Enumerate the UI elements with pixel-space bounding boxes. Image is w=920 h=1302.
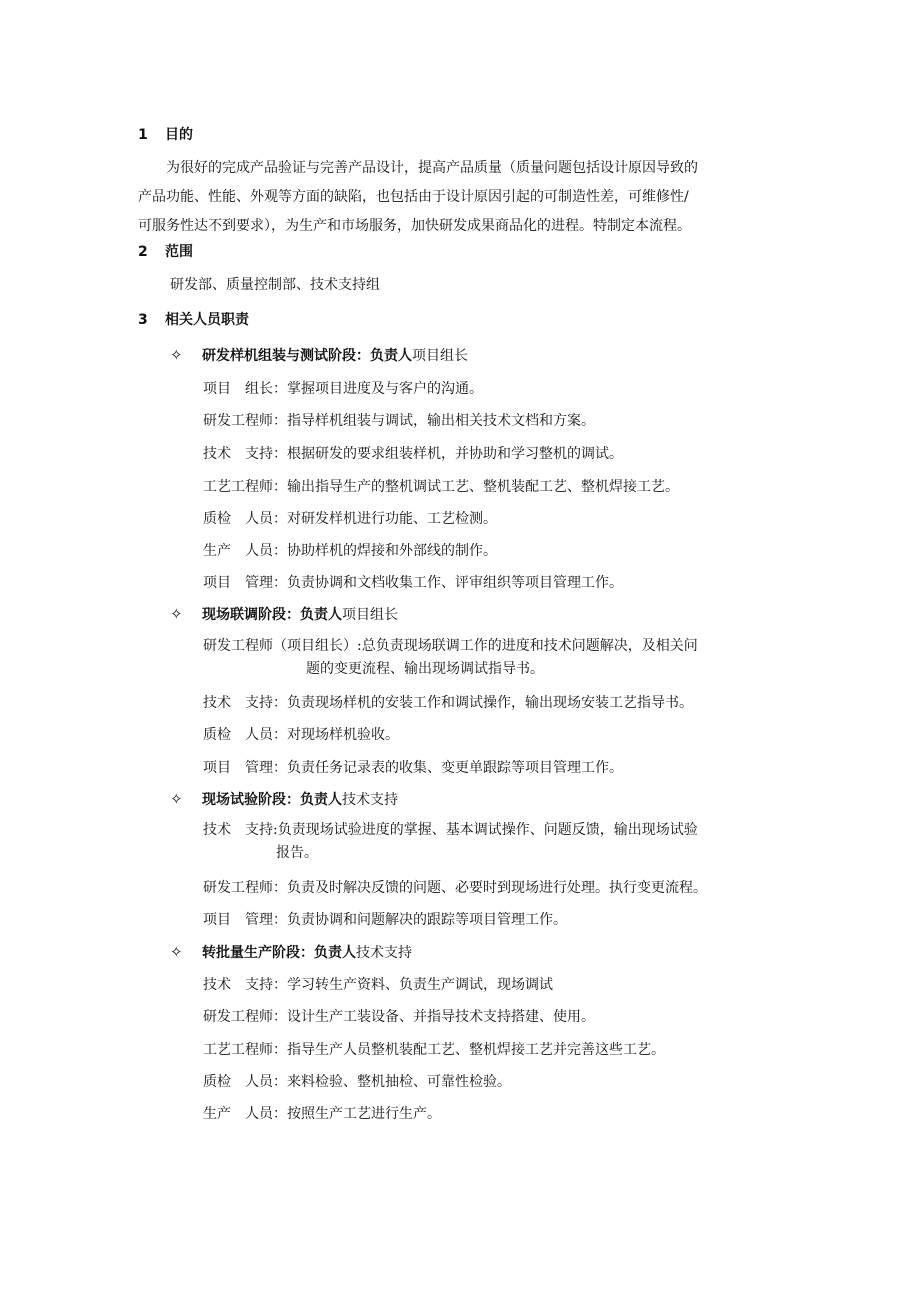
role-line: 项目 管理：负责协调和文档收集工作、评审组织等项目管理工作。 [203, 575, 623, 591]
role-line: 质检 人员：来料检验、整机抽检、可靠性检验。 [203, 1074, 511, 1090]
role-line: 生产 人员：按照生产工艺进行生产。 [203, 1106, 441, 1122]
role-line: 研发工程师：负责及时解决反馈的问题、必要时到现场进行处理。执行变更流程。 [203, 880, 707, 896]
role-line: 技术 支持：根据研发的要求组装样机，并协助和学习整机的调试。 [203, 446, 623, 462]
role-line: 研发工程师：指导样机组装与调试，输出相关技术文档和方案。 [203, 413, 595, 429]
diamond-bullet-icon: ✧ [170, 943, 183, 961]
section-heading-purpose: 1 目的 [138, 127, 193, 143]
section-heading-responsibilities: 3 相关人员职责 [138, 312, 249, 328]
role-line: 技术 支持：学习转生产资料、负责生产调试，现场调试 [203, 977, 553, 993]
role-line: 工艺工程师：输出指导生产的整机调试工艺、整机装配工艺、整机焊接工艺。 [203, 479, 679, 495]
role-line: 生产 人员：协助样机的焊接和外部线的制作。 [203, 543, 497, 559]
role-line-wrapped: 技术 支持:负责现场试验进度的掌握、基本调试操作、问题反馈，输出现场试验 报告。 [203, 822, 698, 861]
role-line: 项目 组长：掌握项目进度及与客户的沟通。 [203, 381, 483, 397]
diamond-bullet-icon: ✧ [170, 790, 183, 808]
purpose-paragraph: 为很好的完成产品验证与完善产品设计，提高产品质量（质量问题包括设计原因导致的 产品功能、性能、外观等方面的缺陷，也包括由于设计原因引起的可制造性差，可维修性/ 可服务性达不到要求），为生产和市场服务，加快研发成果商品化的进程。特制定本流程。 [138, 160, 698, 234]
role-line: 项目 管理：负责协调和问题解决的跟踪等项目管理工作。 [203, 912, 567, 928]
section-heading-scope: 2 范围 [138, 244, 193, 260]
stage-heading-field-debug: ✧ 现场联调阶段：负责人项目组长 [170, 605, 398, 623]
role-line: 工艺工程师：指导生产人员整机装配工艺、整机焊接工艺并完善这些工艺。 [203, 1042, 665, 1058]
diamond-bullet-icon: ✧ [170, 346, 183, 364]
role-line: 研发工程师：设计生产工装设备、并指导技术支持搭建、使用。 [203, 1009, 595, 1025]
stage-heading-mass-production: ✧ 转批量生产阶段：负责人技术支持 [170, 943, 412, 961]
role-line: 项目 管理：负责任务记录表的收集、变更单跟踪等项目管理工作。 [203, 760, 623, 776]
role-line-wrapped: 研发工程师（项目组长）:总负责现场联调工作的进度和技术问题解决，及相关问 题的变更流程、输出现场调试指导书。 [203, 638, 698, 677]
scope-text: 研发部、质量控制部、技术支持组 [170, 277, 380, 293]
stage-heading-prototype: ✧ 研发样机组装与测试阶段：负责人项目组长 [170, 346, 468, 364]
role-line: 技术 支持：负责现场样机的安装工作和调试操作，输出现场安装工艺指导书。 [203, 695, 693, 711]
role-line: 质检 人员：对现场样机验收。 [203, 727, 399, 743]
stage-heading-field-test: ✧ 现场试验阶段：负责人技术支持 [170, 790, 398, 808]
role-line: 质检 人员：对研发样机进行功能、工艺检测。 [203, 511, 497, 527]
diamond-bullet-icon: ✧ [170, 605, 183, 623]
